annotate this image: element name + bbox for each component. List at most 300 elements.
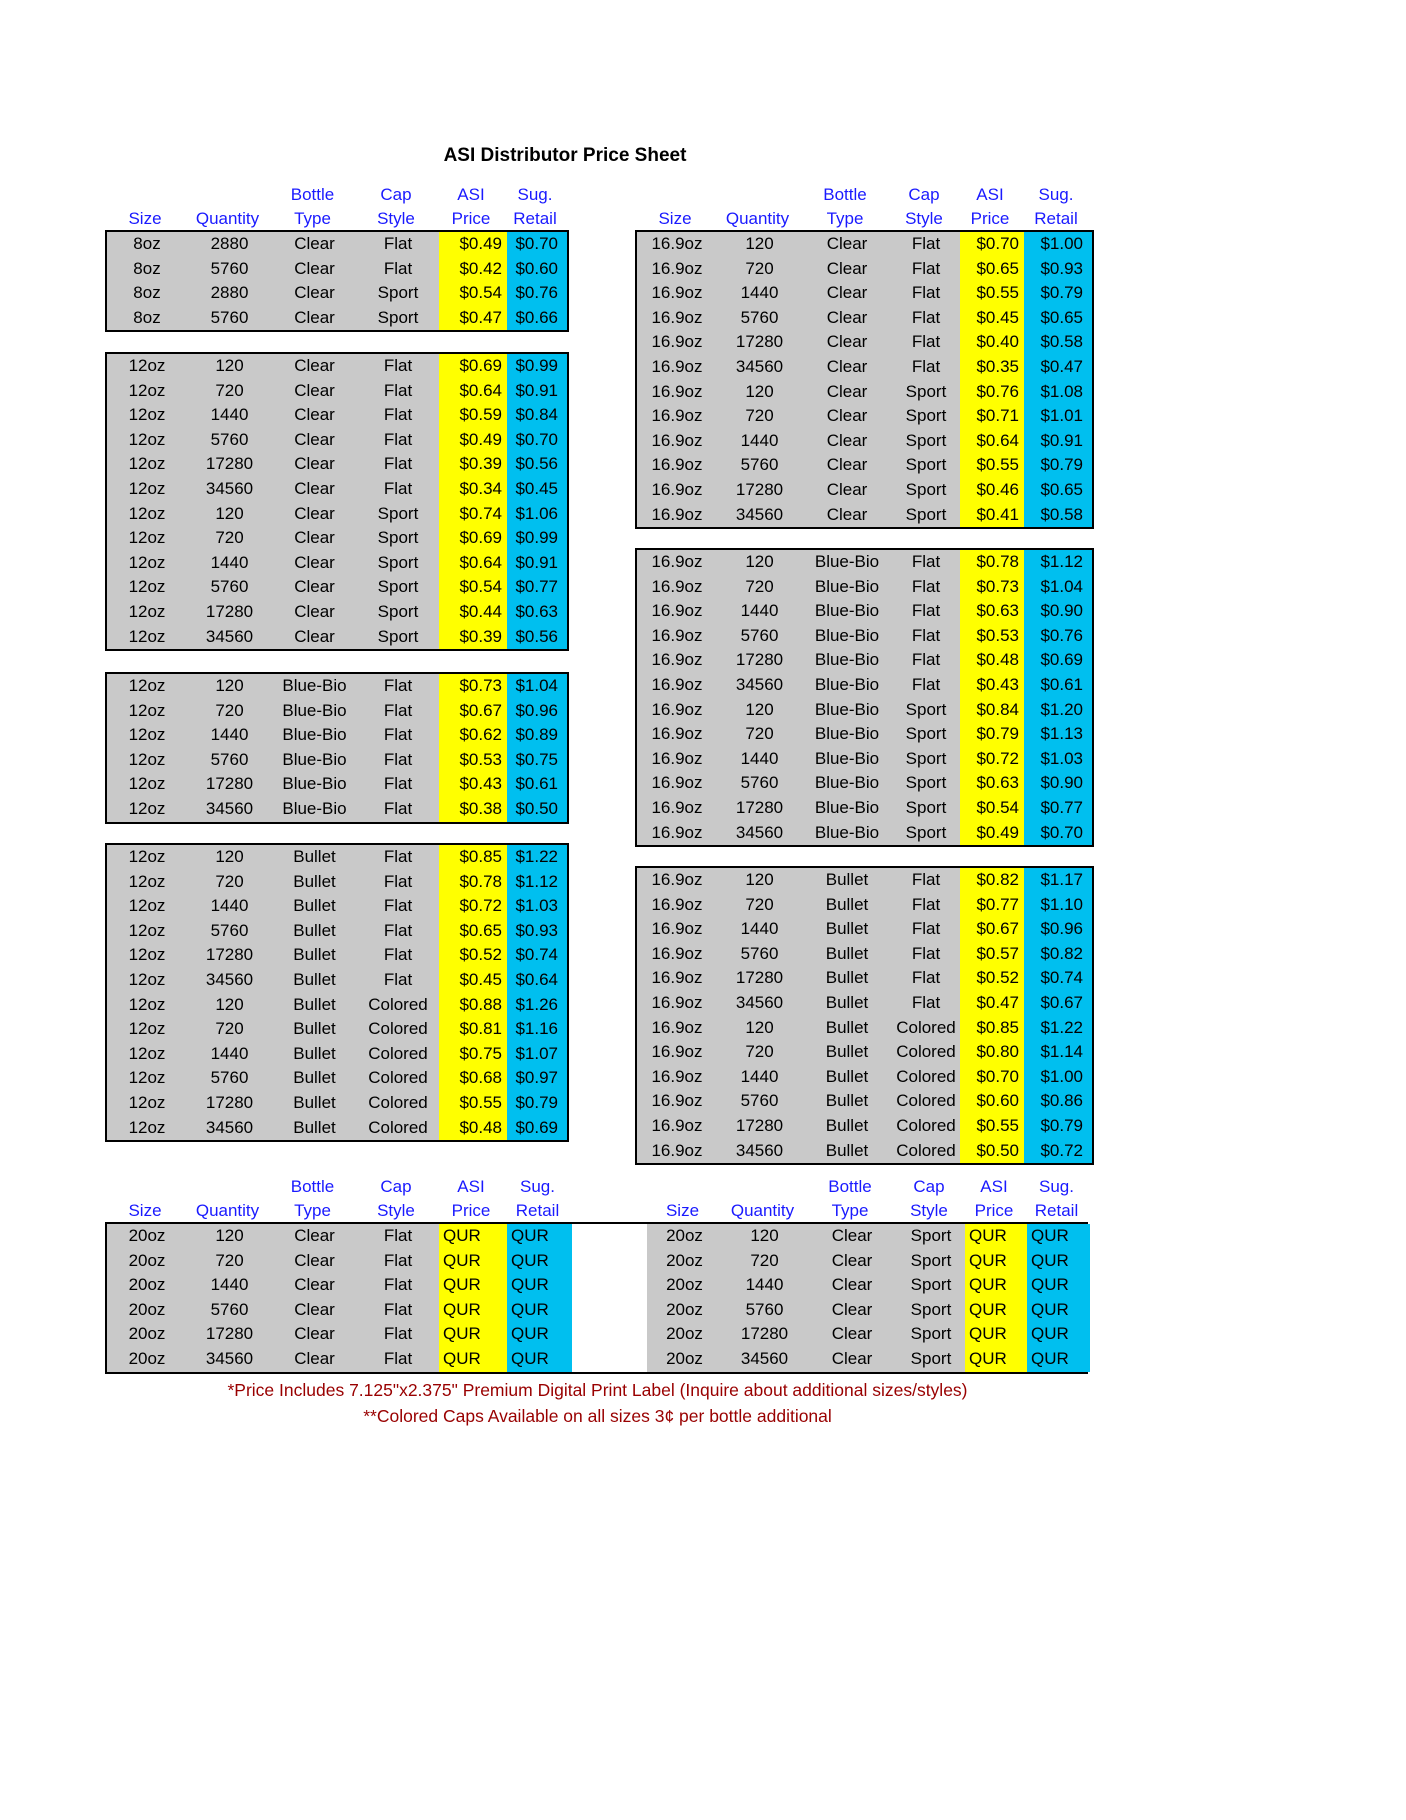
column-header-label: Style [377,209,415,228]
table-cell: 5760 [210,577,249,597]
column-header-label: Bottle [290,185,335,204]
column-header-label [715,183,800,207]
table-cell: $0.64 [439,551,507,576]
table-cell: 16.9oz [651,479,703,499]
table-cell: Bullet [293,1117,336,1137]
table-cell: $0.48 [960,648,1024,673]
table-cell: QUR [507,1298,572,1323]
table-cell: Sport [910,1250,952,1270]
column-header-label: Size [665,1201,700,1220]
table-cell: Flat [383,798,413,818]
table-cell: $1.22 [1024,1016,1092,1041]
table-cell: 720 [745,724,774,744]
column-header-bottom-left [105,1175,570,1223]
table-cell: 120 [745,234,774,253]
table-cell: Colored [896,1091,956,1111]
table-cell: 16.9oz [651,919,703,939]
table-cell: QUR [439,1298,507,1323]
table-cell: 20oz [666,1275,703,1295]
table-cell: 720 [215,380,244,400]
table-20oz-sport [647,1224,1090,1372]
table-cell: Bullet [293,871,336,891]
column-header-bottom-right [645,1175,1088,1223]
table-cell: 16.9oz [651,773,703,793]
table-cell: $0.76 [1024,624,1092,649]
table-cell: Bullet [825,1115,869,1135]
table-cell: 34560 [205,626,254,646]
table-cell: $1.22 [507,845,567,870]
table-cell: 12oz [128,1092,166,1112]
table-cell: $0.73 [439,674,507,699]
table-cell: Sport [377,528,419,548]
table-cell: 8oz [133,258,161,278]
table-cell: 5760 [210,1068,249,1088]
table-cell: 17280 [735,797,784,817]
table-cell: 16.9oz [651,968,703,988]
table-cell: $0.53 [960,624,1024,649]
table-cell: $0.76 [960,380,1024,405]
table-cell: 12oz [128,601,166,621]
table-cell: 12oz [128,429,166,449]
table-cell: $0.44 [439,600,507,625]
table-cell: Sport [910,1226,952,1245]
table-cell: 17280 [205,454,254,474]
table-cell: $0.64 [960,429,1024,454]
table-cell: $1.08 [1024,380,1092,405]
table-cell: QUR [965,1224,1027,1249]
table-cell: $0.79 [1024,453,1092,478]
table-cell: $0.82 [960,868,1024,893]
table-cell: QUR [965,1298,1027,1323]
table-cell: 34560 [740,1348,789,1368]
table-cell: Clear [294,283,335,303]
table-cell: Flat [383,676,413,695]
table-cell: QUR [1027,1224,1090,1249]
table-cell: Flat [383,871,413,891]
table-cell: 12oz [128,1068,166,1088]
column-header-label: Retail [513,209,557,228]
table-cell: 17280 [205,601,254,621]
table-cell: 16.9oz [651,1091,703,1111]
table-cell: Clear [294,429,335,449]
table-cell: Sport [377,503,419,523]
table-cell: QUR [965,1347,1027,1372]
table-cell: Flat [383,454,413,474]
table-cell: Bullet [825,1140,869,1160]
table-cell: Sport [905,430,947,450]
table-cell: Flat [911,283,941,303]
table-cell: $0.71 [960,404,1024,429]
table-cell: Colored [368,1092,428,1112]
table-cell: $1.03 [1024,747,1092,772]
table-16.9oz-bullet [635,866,1094,1165]
table-cell: $0.79 [1024,1114,1092,1139]
table-cell: $0.89 [507,723,567,748]
table-cell: Clear [294,405,335,425]
table-cell: Bullet [293,994,336,1014]
table-cell: $0.84 [960,698,1024,723]
table-cell: Clear [294,307,335,327]
column-header-label: Price [970,209,1010,228]
table-cell: 5760 [740,455,779,475]
table-cell: QUR [439,1273,507,1298]
table-cell: Flat [911,943,941,963]
table-cell: Clear [294,258,335,278]
table-cell: Colored [368,1117,428,1137]
table-cell: $0.38 [439,797,507,822]
table-cell: Bullet [293,1068,336,1088]
table-cell: 120 [745,870,774,889]
table-cell: Clear [294,234,335,253]
table-cell: 1440 [210,1043,249,1063]
table-cell: $1.04 [1024,575,1092,600]
table-cell: 120 [745,552,774,571]
table-cell: Blue-Bio [814,601,880,621]
table-cell: $0.53 [439,748,507,773]
column-header-label: Sug. [520,1177,555,1196]
table-cell: 720 [215,871,244,891]
table-cell: Flat [383,1275,413,1295]
table-cell: Flat [911,601,941,621]
table-cell: 17280 [735,650,784,670]
table-cell: Flat [911,870,941,889]
table-16.9oz-clear [635,230,1094,529]
table-cell: Clear [294,601,335,621]
table-cell: 34560 [205,478,254,498]
table-cell: 1440 [210,725,249,745]
table-cell: Flat [383,749,413,769]
table-cell: Bullet [825,1066,869,1086]
table-cell: $0.59 [439,403,507,428]
table-cell: Sport [905,699,947,719]
table-cell: 16.9oz [651,992,703,1012]
table-cell: 12oz [128,798,166,818]
table-cell: $1.04 [507,674,567,699]
table-cell: Clear [294,552,335,572]
table-cell: 5760 [210,258,249,278]
table-cell: Clear [294,1348,335,1368]
table-cell: Flat [383,1226,413,1245]
table-cell: 16.9oz [651,552,703,571]
table-cell: Flat [911,552,941,571]
table-cell: Flat [383,356,413,375]
table-cell: Blue-Bio [814,674,880,694]
table-cell: QUR [439,1249,507,1274]
table-cell: Sport [905,773,947,793]
table-cell: 17280 [740,1324,789,1344]
table-cell: $0.56 [507,625,567,650]
table-cell: 12oz [128,380,166,400]
column-header-label [720,1175,805,1199]
table-cell: 16.9oz [651,724,703,744]
table-cell: Sport [910,1275,952,1295]
table-cell: Clear [826,258,868,278]
table-cell: Blue-Bio [814,650,880,670]
table-cell: 17280 [205,945,254,965]
table-cell: Flat [911,307,941,327]
table-cell: 1440 [210,552,249,572]
table-cell: Bullet [293,1019,336,1039]
table-cell: 12oz [128,528,166,548]
table-cell: Colored [896,1115,956,1135]
table-cell: 120 [215,1226,244,1245]
column-header-label: Sug. [1038,185,1074,204]
table-cell: Blue-Bio [282,676,347,695]
table-cell: 720 [745,406,774,426]
table-cell: Clear [294,454,335,474]
table-cell: $0.84 [507,403,567,428]
table-cell: $0.74 [507,943,567,968]
table-cell: Colored [896,1066,956,1086]
table-cell: $0.69 [439,354,507,379]
table-cell: 5760 [740,1091,779,1111]
table-cell: 12oz [128,920,166,940]
table-cell: QUR [507,1347,572,1372]
table-cell: Clear [826,504,868,524]
table-cell: 720 [745,894,774,914]
table-cell: $0.45 [439,968,507,993]
table-cell: 12oz [128,774,166,794]
column-header-label: ASI [976,185,1004,204]
table-12oz-clear [105,352,569,651]
table-cell: Clear [826,356,868,376]
table-cell: Clear [831,1324,873,1344]
table-cell: $1.07 [507,1042,567,1067]
table-12oz-blue-bio [105,672,569,824]
table-cell: 16.9oz [651,625,703,645]
table-cell: Sport [905,455,947,475]
table-cell: Sport [377,601,419,621]
column-header-label: Retail [515,1201,560,1220]
table-cell: $0.62 [439,723,507,748]
table-cell: $0.52 [439,943,507,968]
column-header-label: Bottle [828,1177,872,1196]
table-cell: 8oz [133,307,161,327]
table-cell: $0.70 [507,232,567,257]
table-cell: Blue-Bio [814,773,880,793]
column-header-label: ASI [980,1177,1008,1196]
table-cell: Flat [911,992,941,1012]
table-cell: $1.00 [1024,1065,1092,1090]
table-cell: $0.66 [507,306,567,331]
table-cell: QUR [439,1322,507,1347]
table-cell: Clear [294,1275,335,1295]
table-cell: $0.96 [1024,917,1092,942]
table-cell: 1440 [210,1275,249,1295]
table-cell: Clear [826,307,868,327]
table-cell: Clear [294,1226,335,1245]
table-cell: 16.9oz [651,1115,703,1135]
table-cell: 1440 [740,1066,779,1086]
table-cell: Colored [368,994,428,1014]
table-cell: 1440 [740,430,779,450]
table-cell: Blue-Bio [282,749,347,769]
table-cell: Blue-Bio [814,748,880,768]
table-cell: QUR [965,1322,1027,1347]
table-cell: $0.91 [1024,429,1092,454]
table-cell: 120 [745,699,774,719]
table-cell: $0.70 [960,1065,1024,1090]
table-cell: $0.61 [507,772,567,797]
table-cell: Clear [294,1299,335,1319]
column-header-label: Quantity [730,1201,795,1220]
table-cell: $0.91 [507,551,567,576]
table-cell: 120 [215,676,244,695]
table-cell: $1.17 [1024,868,1092,893]
table-cell: $0.52 [960,966,1024,991]
table-cell: 1440 [745,1275,784,1295]
table-cell: $1.00 [1024,232,1092,257]
column-header-label [645,1175,720,1199]
table-cell: $0.93 [507,919,567,944]
table-cell: $0.73 [960,575,1024,600]
table-cell: 16.9oz [651,307,703,327]
column-header-label: Cap [913,1177,945,1196]
column-header-label [185,183,270,207]
footnote-colored-caps: **Colored Caps Available on all sizes 3¢ per bottle additional [363,1406,832,1426]
table-cell: $0.96 [507,699,567,724]
table-cell: $1.06 [507,502,567,527]
table-cell: 16.9oz [651,797,703,817]
table-cell: 720 [215,700,244,720]
table-cell: 16.9oz [651,674,703,694]
table-cell: $0.69 [439,526,507,551]
table-cell: $0.63 [960,771,1024,796]
table-cell: 12oz [128,676,166,695]
column-header-label: Style [905,209,943,228]
table-cell: Blue-Bio [282,725,347,745]
table-cell: $1.12 [1024,550,1092,575]
table-cell: 34560 [735,822,784,842]
table-cell: 34560 [735,674,784,694]
column-header-label: Type [826,209,864,228]
table-cell: 2880 [210,283,249,303]
table-cell: $0.34 [439,477,507,502]
table-cell: Flat [383,920,413,940]
table-cell: 34560 [205,1348,254,1368]
table-cell: Flat [383,847,413,866]
column-header-label: Sug. [1039,1177,1074,1196]
table-cell: $0.65 [1024,306,1092,331]
column-header-label: ASI [457,185,485,204]
table-cell: $0.55 [439,1091,507,1116]
table-cell: Clear [826,455,868,475]
table-cell: Flat [383,234,413,253]
table-cell: $0.58 [1024,503,1092,528]
table-cell: Bullet [293,847,336,866]
table-cell: $0.80 [960,1040,1024,1065]
table-cell: QUR [965,1273,1027,1298]
table-cell: $0.74 [1024,966,1092,991]
table-16.9oz-blue-bio [635,548,1094,847]
table-cell: 5760 [210,307,249,327]
column-header-label [635,183,715,207]
table-cell: 16.9oz [651,870,703,889]
table-cell: 16.9oz [651,258,703,278]
table-cell: Colored [368,1068,428,1088]
column-header-label [105,183,185,207]
table-cell: 34560 [205,969,254,989]
table-cell: Bullet [293,896,336,916]
table-cell: Sport [905,381,947,401]
table-cell: 720 [745,1042,774,1062]
table-cell: $0.43 [439,772,507,797]
column-header-label [105,1175,185,1199]
table-cell: Clear [294,356,335,375]
table-cell: Sport [910,1299,952,1319]
column-header-label: Bottle [823,185,867,204]
table-cell: Sport [377,283,419,303]
table-cell: Bullet [825,919,869,939]
table-cell: $0.77 [1024,796,1092,821]
table-cell: Clear [294,503,335,523]
table-cell: 12oz [128,994,166,1014]
table-cell: 16.9oz [651,894,703,914]
table-cell: 16.9oz [651,1140,703,1160]
table-cell: Bullet [825,968,869,988]
table-cell: $1.12 [507,870,567,895]
table-cell: Bullet [825,943,869,963]
table-cell: Sport [377,552,419,572]
table-cell: 12oz [128,725,166,745]
table-cell: Bullet [825,1091,869,1111]
table-cell: QUR [507,1224,572,1249]
table-cell: Flat [911,356,941,376]
table-cell: $0.48 [439,1116,507,1141]
table-cell: $0.50 [960,1139,1024,1164]
table-cell: $0.47 [439,306,507,331]
table-cell: Clear [831,1226,873,1245]
table-cell: Colored [896,1017,956,1037]
table-cell: Colored [896,1042,956,1062]
table-cell: $0.54 [439,575,507,600]
table-cell: $0.54 [960,796,1024,821]
table-cell: 16.9oz [651,1066,703,1086]
table-cell: 34560 [735,1140,784,1160]
table-cell: Blue-Bio [282,774,347,794]
table-cell: $0.55 [960,281,1024,306]
table-cell: 1440 [740,919,779,939]
table-cell: 16.9oz [651,430,703,450]
table-cell: 17280 [735,479,784,499]
table-cell: Flat [383,478,413,498]
table-cell: $1.03 [507,894,567,919]
table-cell: $0.60 [507,257,567,282]
column-header-label [185,1175,270,1199]
table-cell: $0.50 [507,797,567,822]
table-cell: 16.9oz [651,283,703,303]
table-cell: $0.99 [507,526,567,551]
footnote-print-label: *Price Includes 7.125"x2.375" Premium Digital Print Label (Inquire about additional sizes/styles) [227,1380,968,1400]
table-cell: 5760 [210,1299,249,1319]
table-cell: 5760 [210,920,249,940]
table-cell: 720 [215,1250,244,1270]
table-cell: Colored [368,1043,428,1063]
table-cell: $0.72 [960,747,1024,772]
table-cell: $0.45 [507,477,567,502]
table-cell: 12oz [128,478,166,498]
column-header-top-left [105,183,565,231]
table-cell: QUR [439,1224,507,1249]
table-cell: 12oz [128,847,166,866]
table-cell: $0.99 [507,354,567,379]
table-cell: $0.70 [507,428,567,453]
table-cell: 16.9oz [651,1017,703,1037]
table-cell: 20oz [666,1324,703,1344]
table-cell: QUR [1027,1249,1090,1274]
table-cell: 120 [215,503,244,523]
column-header-label: Style [377,1201,415,1220]
